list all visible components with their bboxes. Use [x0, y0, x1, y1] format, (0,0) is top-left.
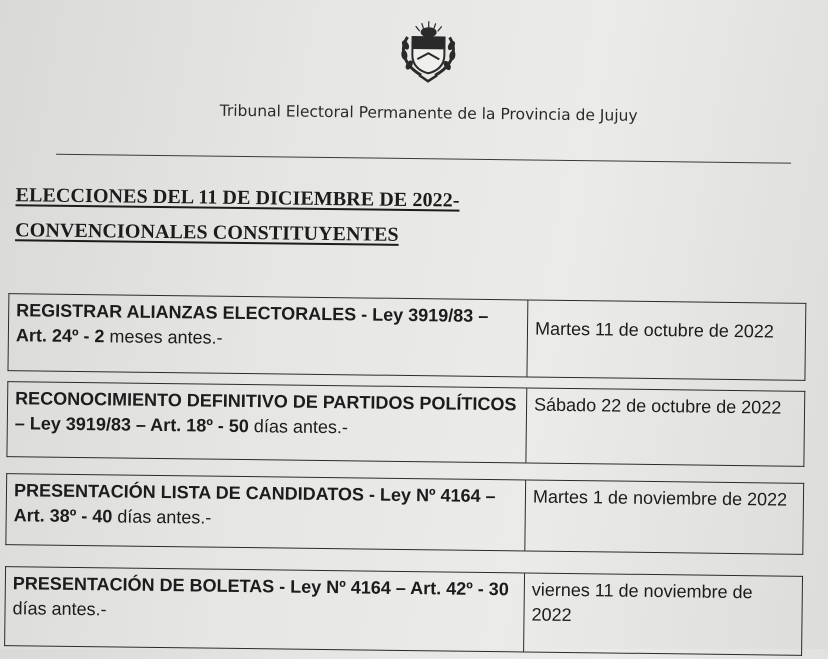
deadline-task-suffix: meses antes.- [104, 326, 222, 347]
deadline-date: Martes 1 de noviembre de 2022 [525, 480, 804, 554]
coat-of-arms-icon [397, 19, 460, 84]
election-subtitle: CONVENCIONALES CONSTITUYENTES [15, 219, 399, 247]
deadline-date: viernes 11 de noviembre de 2022 [524, 573, 803, 655]
deadline-date: Martes 11 de octubre de 2022 [527, 300, 806, 380]
deadline-task-suffix: días antes.- [249, 416, 348, 437]
deadline-row [7, 293, 806, 381]
institution-name: Tribunal Electoral Permanente de la Provincia de Jujuy [0, 99, 828, 128]
deadline-task [6, 474, 526, 551]
deadline-row [5, 473, 804, 555]
deadline-task-suffix: días antes.- [112, 506, 211, 527]
deadline-task [8, 294, 528, 377]
deadline-task-main: RECONOCIMIENTO DEFINITIVO DE PARTIDOS POLÍTICOS – Ley 3919/83 – Art. 18º - 50 [15, 388, 517, 436]
deadline-row [4, 566, 803, 656]
deadline-task [5, 567, 525, 652]
deadline-task-main: PRESENTACIÓN LISTA DE CANDIDATOS - Ley Nº 4164 – Art. 38º - 40 [14, 480, 496, 526]
deadline-task-main: PRESENTACIÓN DE BOLETAS - Ley Nº 4164 – Art. 42º - 30 [13, 573, 509, 599]
deadline-date: Sábado 22 de octubre de 2022 [526, 388, 805, 466]
deadline-task [7, 382, 527, 463]
election-title: ELECCIONES DEL 11 DE DICIEMBRE DE 2022- [15, 184, 459, 212]
deadline-row [6, 381, 805, 467]
deadline-task-suffix: días antes.- [12, 598, 106, 619]
header-divider [56, 154, 791, 164]
deadline-task-main: REGISTRAR ALIANZAS ELECTORALES - Ley 3919/83 – Art. 24º - 2 [16, 300, 489, 346]
